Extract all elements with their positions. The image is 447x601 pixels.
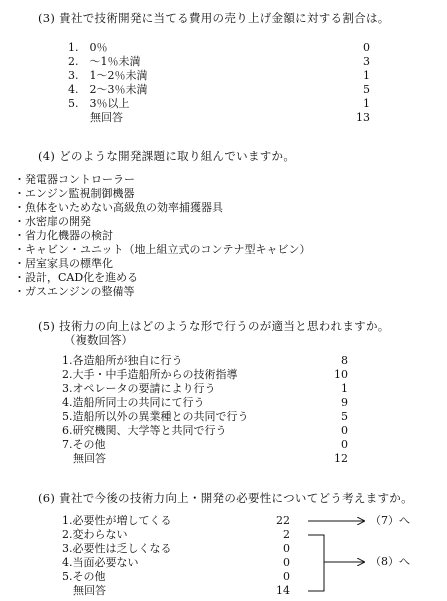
option-count: 1 [363, 97, 370, 110]
option-count: 9 [341, 396, 348, 409]
bracket-line [308, 535, 324, 591]
option-count: 2 [283, 528, 290, 541]
option-count: 0 [341, 424, 348, 437]
option-count: 1 [363, 69, 370, 82]
option-label: 4.当面必要ない [62, 556, 139, 569]
option-count: 1 [341, 382, 348, 395]
option-count: 3 [363, 55, 370, 68]
option-count: 0 [363, 41, 370, 54]
option-count: 5 [363, 83, 370, 96]
list-item: ・発電器コントローラー [14, 173, 135, 186]
option-count: 14 [276, 584, 290, 597]
option-count: 12 [334, 452, 348, 465]
option-label: 2.変わらない [62, 528, 128, 541]
option-label: 5.造船所以外の異業種との共同で行う [62, 410, 249, 423]
list-item: ・居室家具の標準化 [14, 257, 113, 270]
goto-q7-label: （7）へ [370, 514, 410, 527]
option-label: 2.大手・中手造船所からの技術指導 [62, 368, 238, 381]
list-item: ・キャビン・ユニット（地上組立式のコンテナ型キャビン） [14, 243, 311, 256]
list-item: ・ガスエンジンの整備等 [14, 285, 135, 298]
list-item: ・設計，CAD化を進める [14, 271, 139, 284]
option-count: 8 [341, 354, 348, 367]
option-label: 3.オペレータの要請により行う [62, 382, 216, 395]
option-count: 0 [283, 556, 290, 569]
option-count: 0 [283, 570, 290, 583]
list-item: ・省力化機器の検討 [14, 229, 113, 242]
question-5-subtitle: （複数回答） [64, 333, 133, 347]
question-3-title: (3) 貴社で技術開発に当てる費用の売り上げ金額に対する割合は。 [38, 11, 390, 25]
option-count: 0 [283, 542, 290, 555]
list-item: ・エンジン監視制御機器 [14, 187, 135, 200]
option-label: 無回答 [68, 111, 123, 124]
option-label: 1.必要性が増してくる [62, 514, 172, 527]
option-label: 1. 0％ [68, 41, 108, 54]
question-6-title: (6) 貴社で今後の技術力向上・開発の必要性についてどう考えますか。 [38, 491, 413, 505]
option-count: 22 [276, 514, 290, 527]
list-item: ・魚体をいためない高級魚の効率捕獲器具 [14, 201, 223, 214]
goto-q8-label: （8）へ [370, 555, 410, 568]
option-label: 4.造船所同士の共同にて行う [62, 396, 205, 409]
option-label: 6.研究機関、大学等と共同で行う [62, 424, 227, 437]
option-label: 無回答 [62, 452, 106, 465]
option-count: 10 [334, 368, 348, 381]
option-count: 13 [356, 111, 370, 124]
option-label: 3.必要性は乏しくなる [62, 542, 172, 555]
option-label: 5.その他 [62, 570, 106, 583]
option-label: 1.各造船所が独自に行う [62, 354, 183, 367]
option-label: 5. 3％以上 [68, 97, 130, 110]
option-count: 0 [341, 438, 348, 451]
option-label: 無回答 [62, 584, 106, 597]
question-5-title: (5) 技術力の向上はどのような形で行うのが適当と思われますか。 [38, 319, 390, 333]
option-label: 7.その他 [62, 438, 106, 451]
option-count: 5 [341, 410, 348, 423]
option-label: 3. 1～2％未満 [68, 69, 148, 82]
option-label: 2. ～1％未満 [68, 55, 141, 68]
option-label: 4. 2～3％未満 [68, 83, 148, 96]
list-item: ・水密扉の開発 [14, 215, 91, 228]
question-4-title: (4) どのような開発課題に取り組んでいますか。 [38, 149, 296, 163]
